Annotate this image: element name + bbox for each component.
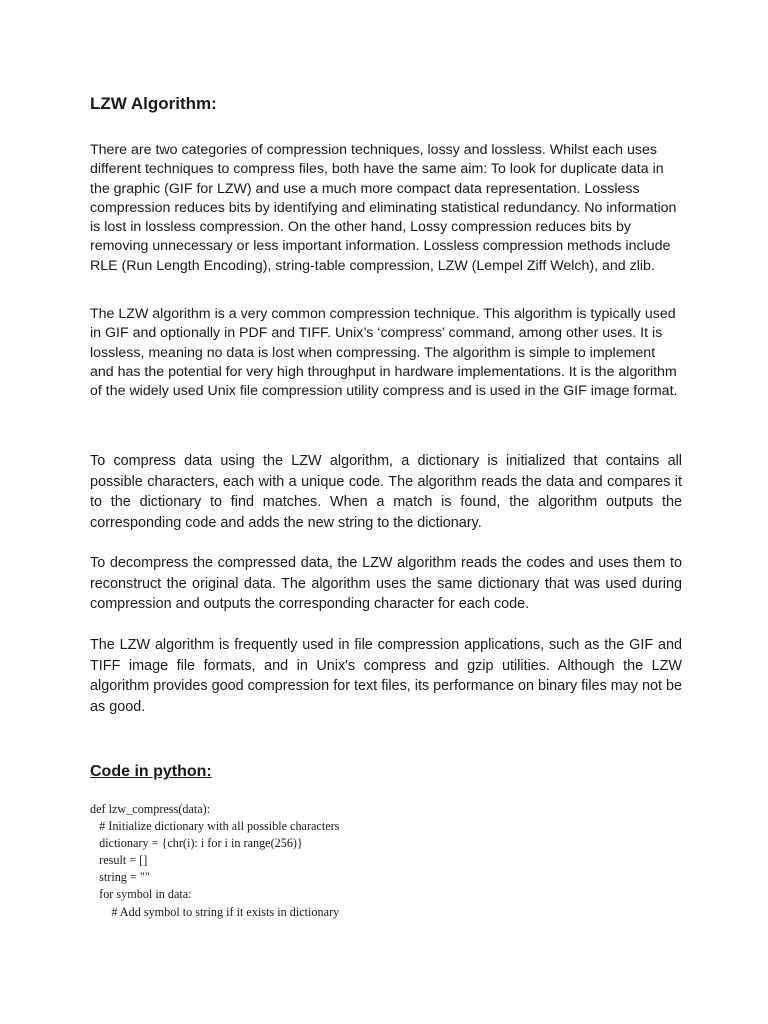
paragraph-decompress-process: To decompress the compressed data, the LZW algorithm reads the codes and uses them to reconstruct the original data. The algorithm uses the same dictionary that was used during compression and outputs the corresponding character for each code. bbox=[90, 555, 682, 613]
paragraph-lzw-applications: The LZW algorithm is frequently used in file compression applications, such as the GIF and TIFF image file formats, and in Unix's compress and gzip utilities. Although the LZW algorithm provides good compression for text files, its performance on binary files may not be as good. bbox=[90, 637, 682, 715]
paragraph-compression-categories: There are two categories of compression techniques, lossy and lossless. Whilst each uses different techniques to compress files, both have the same aim: To look for duplicate data in the graphic (GIF for LZW) and use a much more compact data representation. Lossless compression reduces bits by identifying and eliminating statistical redundancy. No information is lost in lossless compression. On the other hand, Lossy compression reduces bits by removing unnecessary or less important information. Lossless compression methods include RLE (Run Length Encoding), string-table compression, LZW (Lempel Ziff Welch), and zlib. bbox=[90, 142, 677, 274]
document-title: LZW Algorithm: bbox=[90, 94, 217, 113]
code-line: for symbol in data: bbox=[90, 887, 192, 902]
code-line: result = [] bbox=[90, 853, 148, 868]
code-heading: Code in python: bbox=[90, 763, 212, 780]
code-line: string = "" bbox=[90, 870, 150, 885]
code-block bbox=[90, 801, 339, 921]
code-line: # Add symbol to string if it exists in dictionary bbox=[90, 904, 340, 919]
paragraph-compress-process: To compress data using the LZW algorithm, a dictionary is initialized that contains all possible characters, each with a unique code. The algorithm reads the data and compares it to the dictionary to find matches. When a match is found, the algorithm outputs the corresponding code and adds the new string to the dictionary. bbox=[90, 453, 682, 531]
code-line: def lzw_compress(data): bbox=[90, 802, 211, 816]
code-line: # Initialize dictionary with all possible characters bbox=[90, 819, 340, 834]
paragraph-lzw-overview: The LZW algorithm is a very common compression technique. This algorithm is typically used in GIF and optionally in PDF and TIFF. Unix’s ‘compress’ command, among other uses. It is lossless, meaning no data is lost when compressing. The algorithm is simple to implement and has the potential for very high throughput in hardware implementations. It is the algorithm of the widely used Unix file compression utility compress and is used in the GIF image format. bbox=[90, 306, 678, 400]
code-line: dictionary = {chr(i): i for i in range(256)} bbox=[90, 836, 303, 851]
